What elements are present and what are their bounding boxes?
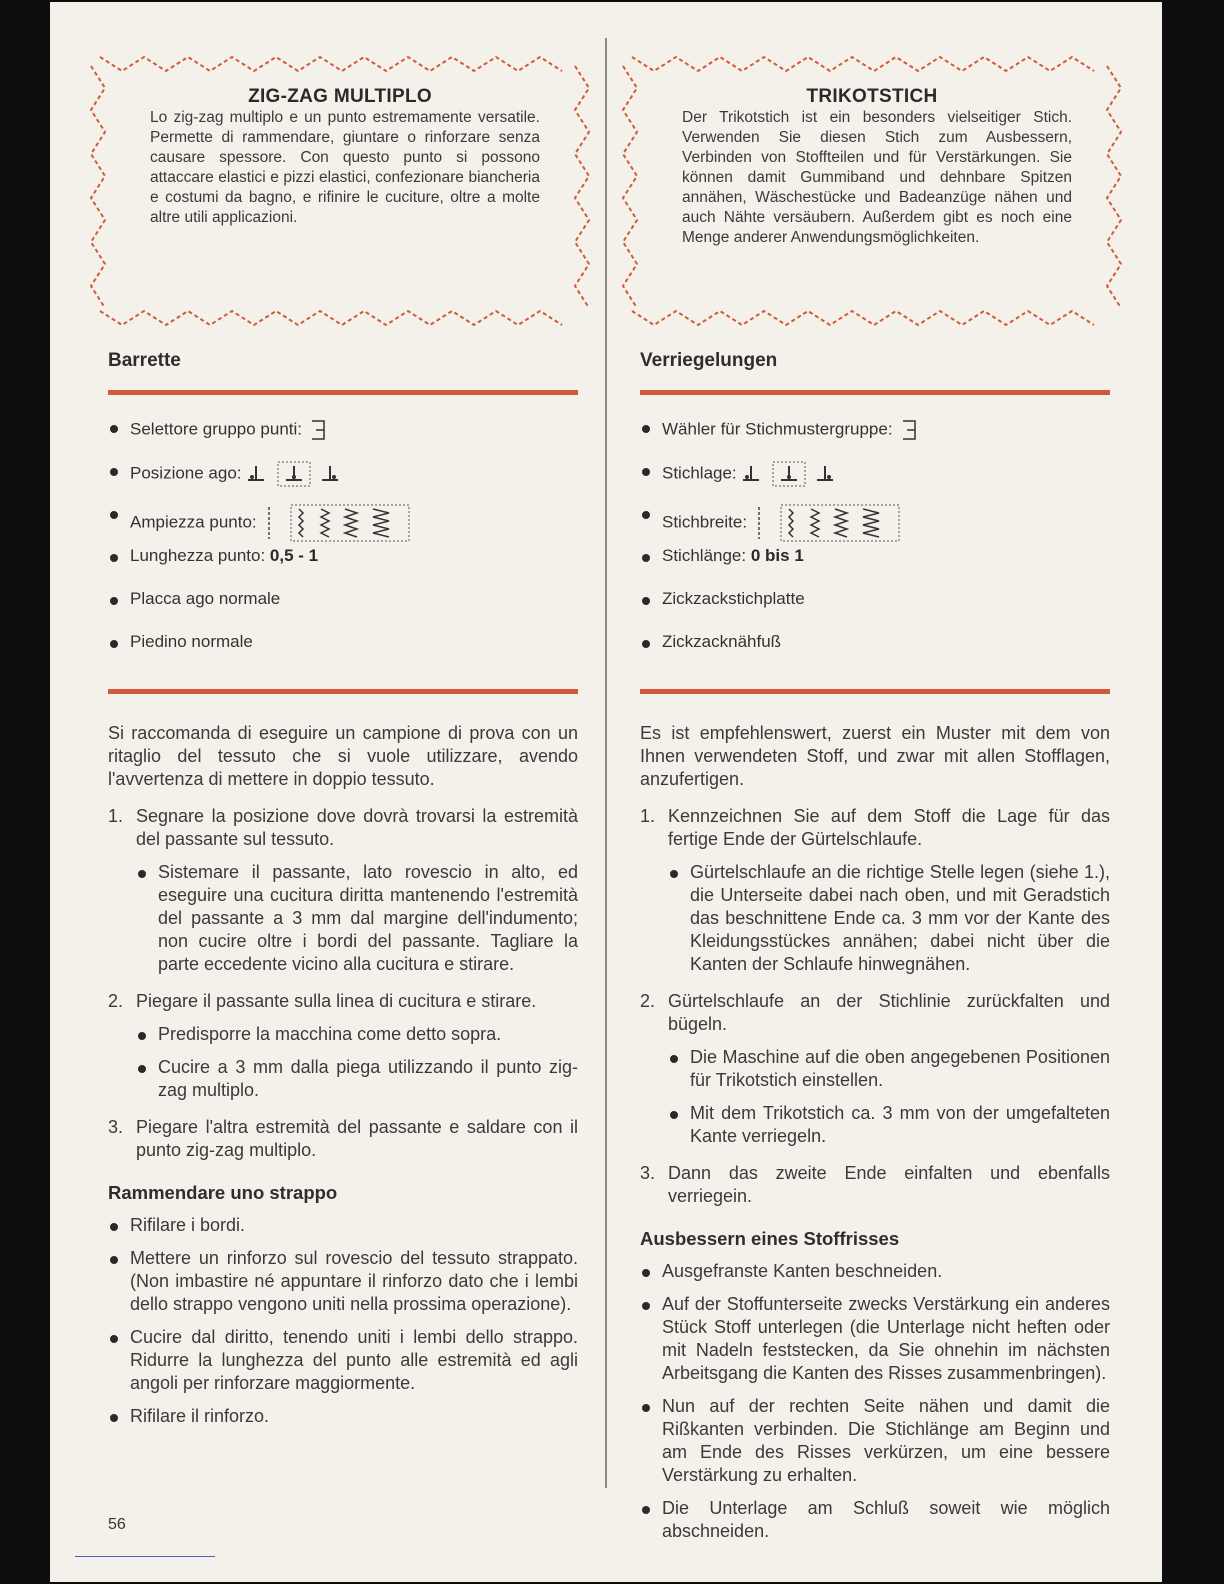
- needle-position-icon: [743, 460, 843, 488]
- setting-label: [130, 589, 280, 609]
- german-column: [640, 2, 1110, 1543]
- steps-list: [108, 805, 578, 1162]
- step-text: Piegare l'altra estremità del passante e saldare con il punto zig-zag multiplo.: [136, 1117, 578, 1160]
- step-item: [640, 1162, 1110, 1208]
- step-text: Piegare il passante sulla linea di cucitura e stirare.: [136, 991, 537, 1011]
- setting-row: [108, 542, 578, 585]
- bullet-icon: [670, 870, 678, 878]
- step-number: 1.: [640, 806, 656, 826]
- setting-row: [108, 499, 578, 542]
- bullet-icon: [642, 425, 650, 433]
- setting-label-text: Stichlage:: [662, 463, 737, 483]
- setting-label: [662, 460, 843, 488]
- setting-label: [130, 546, 318, 566]
- setting-label-text: Placca ago normale: [130, 589, 281, 608]
- settings-list: [108, 413, 578, 671]
- box-text: Lo zig-zag multiplo e un punto estremamente versatile. Permette di rammendare, giuntare o rinforzare senza causare spessore. Con questo punto si possono attaccare elastici e pizzi elastici, confezionare biancheria e costumi da bagno, e rifinire le cuciture, oltre a molte altre utili applicazioni.: [150, 109, 540, 226]
- list-item-text: Cucire dal diritto, tenendo uniti i lembi dello strappo. Ridurre la lunghezza del punto alle estremità ed agli angoli per rinforzare maggiormente.: [130, 1327, 578, 1393]
- step-number: 3.: [108, 1117, 124, 1137]
- step-item: [640, 805, 1110, 976]
- list-item: [108, 1405, 578, 1428]
- bullet-icon: [138, 1065, 146, 1073]
- step-bullet: [136, 1056, 578, 1102]
- bullet-icon: [642, 511, 650, 519]
- section-title: Verriegelungen: [640, 350, 778, 371]
- bullet-icon: [110, 1414, 118, 1422]
- step-number: 3.: [640, 1163, 656, 1183]
- steps-list: [640, 805, 1110, 1208]
- step-number: 1.: [108, 806, 124, 826]
- bullet-icon: [642, 468, 650, 476]
- list-item: [108, 1326, 578, 1395]
- bullet-icon: [670, 1055, 678, 1063]
- footer-line: [75, 1556, 215, 1557]
- setting-label-text: Wähler für Stichmustergruppe:: [662, 419, 893, 439]
- step-bullet: [136, 861, 578, 976]
- setting-row: [108, 456, 578, 499]
- step-item: [640, 990, 1110, 1148]
- bullet-icon: [110, 554, 118, 562]
- setting-label-text: Zickzackstichplatte: [662, 589, 805, 608]
- setting-value: 0,5 - 1: [269, 546, 319, 565]
- step-bullet-text: Die Maschine auf die oben angegebenen Positionen für Trikotstich einstellen.: [690, 1047, 1110, 1090]
- step-bullet-text: Cucire a 3 mm dalla piega utilizzando il punto zig-zag multiplo.: [158, 1057, 578, 1100]
- list-item: [640, 1293, 1110, 1385]
- step-item: [108, 990, 578, 1102]
- setting-label: [130, 460, 348, 488]
- setting-label-text: Piedino normale: [130, 632, 253, 651]
- stitch-width-icon: [753, 503, 903, 543]
- step-bullet: [136, 1023, 578, 1046]
- page-number: 56: [108, 1516, 126, 1533]
- step-bullet-text: Predisporre la macchina come detto sopra.: [158, 1024, 502, 1044]
- bullet-icon: [110, 511, 118, 519]
- setting-label: [662, 632, 781, 652]
- box-title: TRIKOTSTICH: [806, 86, 938, 107]
- list-item: [640, 1395, 1110, 1487]
- column-divider: [605, 38, 607, 1488]
- bullet-icon: [642, 1506, 650, 1514]
- step-text: Kennzeichnen Sie auf dem Stoff die Lage für das fertige Ende der Gürtelschlaufe.: [668, 806, 1110, 849]
- intro-text: Si raccomanda di eseguire un campione di prova con un ritaglio del tessuto che si vuole utilizzare, avendo l'avvertenza di mettere in doppio tessuto.: [108, 723, 578, 789]
- bullet-icon: [138, 1032, 146, 1040]
- repair-title: Rammendare uno strappo: [108, 1182, 338, 1203]
- bullet-icon: [110, 1223, 118, 1231]
- setting-label-text: Posizione ago:: [130, 463, 242, 483]
- bullet-icon: [110, 640, 118, 648]
- list-item-text: Nun auf der rechten Seite nähen und damit die Rißkanten verbinden. Die Stichlänge am Beginn und am Ende des Risses verkürzen, um eine bessere Verstärkung zu erhalten.: [662, 1396, 1110, 1485]
- list-item-text: Ausgefranste Kanten beschneiden.: [662, 1261, 943, 1281]
- bullet-icon: [642, 1269, 650, 1277]
- list-item: [108, 1214, 578, 1237]
- setting-label-text: Stichlänge:: [662, 546, 747, 565]
- step-number: 2.: [640, 991, 656, 1011]
- italian-column: [108, 2, 578, 1428]
- setting-row: [640, 585, 1110, 628]
- setting-row: [640, 542, 1110, 585]
- setting-label-text: Selettore gruppo punti:: [130, 419, 303, 439]
- list-item-text: Rifilare il rinforzo.: [130, 1406, 270, 1426]
- list-item-text: Mettere un rinforzo sul rovescio del tessuto strappato. (Non imbastire né appuntare il rinforzo dato che i lembi dello strappo vengono uniti nella prossima operazione).: [130, 1248, 578, 1314]
- step-bullet: [668, 1046, 1110, 1092]
- bullet-icon: [110, 468, 118, 476]
- list-item: [640, 1497, 1110, 1543]
- setting-row: [640, 499, 1110, 542]
- intro-text: Es ist empfehlenswert, zuerst ein Muster mit dem von Ihnen verwendeten Stoff, und zwar mit allen Stofflagen, anzufertigen.: [640, 723, 1110, 789]
- setting-row: [108, 628, 578, 671]
- needle-position-icon: [248, 460, 348, 488]
- step-bullet-text: Sistemare il passante, lato rovescio in alto, ed eseguire una cucitura diritta mantenendo l'estremità del passante a 3 mm dal margine dell'indumento; non cucire oltre i bordi del passante. Tagliare la parte eccedente vicino alla cucitura e stirare.: [158, 862, 578, 974]
- setting-label: [662, 546, 804, 566]
- bullet-icon: [642, 1302, 650, 1310]
- setting-label: [662, 589, 805, 609]
- step-bullet-text: Mit dem Trikotstich ca. 3 mm von der umgefalteten Kante verriegeln.: [690, 1103, 1110, 1146]
- setting-label-text: Stichbreite:: [662, 512, 748, 532]
- setting-label-text: Ampiezza punto:: [130, 512, 257, 532]
- step-text: Gürtelschlaufe an der Stichlinie zurückfalten und bügeln.: [668, 991, 1110, 1034]
- bullet-icon: [138, 870, 146, 878]
- setting-row: [108, 413, 578, 456]
- setting-label: [130, 417, 330, 443]
- step-number: 2.: [108, 991, 124, 1011]
- step-bullet-text: Gürtelschlaufe an die richtige Stelle legen (siehe 1.), die Unterseite dabei nach oben, und mit Geradstich das beschnittene Ende ca. 3 mm vor der Kante des Kleidungsstückes annähen; dabei nicht über die Kanten der Schlaufe hinwegnähen.: [690, 862, 1110, 974]
- list-item-text: Die Unterlage am Schluß soweit wie möglich abschneiden.: [662, 1498, 1110, 1541]
- list-item: [640, 1260, 1110, 1283]
- list-item-text: Rifilare i bordi.: [130, 1215, 246, 1235]
- group-3-icon: [899, 417, 921, 443]
- setting-row: [640, 456, 1110, 499]
- manual-page: [50, 2, 1162, 1582]
- group-3-icon: [308, 417, 330, 443]
- box-text: Der Trikotstich ist ein besonders vielseitiger Stich. Verwenden Sie diesen Stich zum Ausbessern, Verbinden von Stoffteilen und für Verstärkungen. Sie können damit Gummiband und dehnbare Spitzen annähen, Wäschestücke und Badeanzüge nähen und auch Nähte versäubern. Außerdem gibt es noch eine Menge anderer Anwendungsmöglichkeiten.: [682, 109, 1072, 246]
- bullet-icon: [642, 554, 650, 562]
- section-title: Barrette: [108, 350, 181, 371]
- setting-label-text: Lunghezza punto:: [130, 546, 266, 565]
- setting-value: 0 bis 1: [750, 546, 804, 565]
- bullet-icon: [670, 1111, 678, 1119]
- setting-row: [640, 413, 1110, 456]
- step-bullet: [668, 861, 1110, 976]
- section-rule: [640, 689, 1110, 694]
- repair-list: [640, 1260, 1110, 1543]
- settings-list: [640, 413, 1110, 671]
- section-rule: [108, 689, 578, 694]
- list-item-text: Auf der Stoffunterseite zwecks Verstärkung ein anderes Stück Stoff unterlegen (die Unterlage nicht heften oder mit Nadeln feststecken, da Sie ohnehin im nächsten Arbeitsgang die Kanten des Risses zusammenbringen).: [662, 1294, 1110, 1383]
- setting-label-text: Zickzacknähfuß: [662, 632, 782, 651]
- bullet-icon: [110, 1335, 118, 1343]
- bullet-icon: [110, 597, 118, 605]
- step-text: Dann das zweite Ende einfalten und ebenfalls verriegein.: [668, 1163, 1110, 1206]
- list-item: [108, 1247, 578, 1316]
- bullet-icon: [110, 425, 118, 433]
- bullet-icon: [642, 640, 650, 648]
- info-box-trikot: [612, 46, 1132, 336]
- bullet-icon: [110, 1256, 118, 1264]
- setting-row: [640, 628, 1110, 671]
- setting-row: [108, 585, 578, 628]
- setting-label: [130, 503, 413, 543]
- repair-title: Ausbessern eines Stoffrisses: [640, 1228, 900, 1249]
- step-text: Segnare la posizione dove dovrà trovarsi la estremità del passante sul tessuto.: [136, 806, 578, 849]
- section-rule: [108, 390, 578, 395]
- setting-label: [662, 417, 921, 443]
- stitch-width-icon: [263, 503, 413, 543]
- step-item: [108, 805, 578, 976]
- bullet-icon: [642, 1404, 650, 1412]
- info-box-zigzag: [80, 46, 600, 336]
- box-title: ZIG-ZAG MULTIPLO: [248, 86, 432, 107]
- bullet-icon: [642, 597, 650, 605]
- setting-label: [662, 503, 903, 543]
- step-item: [108, 1116, 578, 1162]
- repair-list: [108, 1214, 578, 1428]
- setting-label: [130, 632, 253, 652]
- step-bullet: [668, 1102, 1110, 1148]
- section-rule: [640, 390, 1110, 395]
